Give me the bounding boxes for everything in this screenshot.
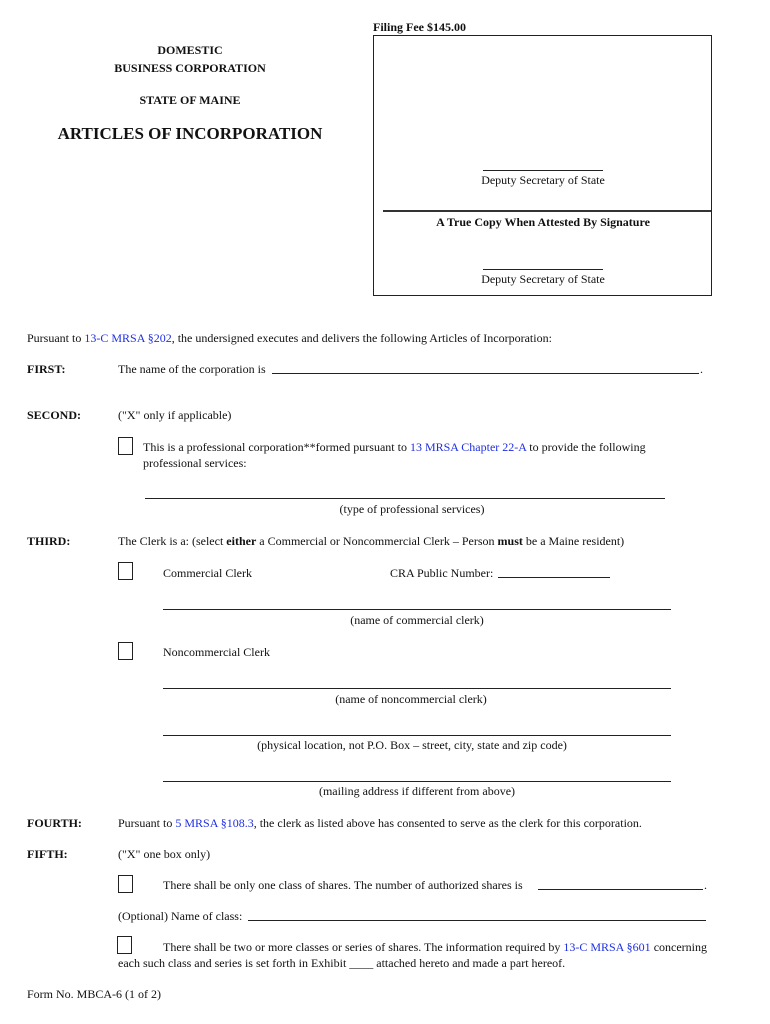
signature-line <box>483 170 603 171</box>
filing-fee: Filing Fee $145.00 <box>373 20 466 34</box>
second-label: SECOND: <box>27 408 82 422</box>
noncommercial-clerk-name-field[interactable] <box>163 688 671 689</box>
period: . <box>704 878 707 892</box>
first-text: The name of the corporation is <box>118 362 266 376</box>
noncommercial-clerk-checkbox[interactable] <box>118 642 133 660</box>
true-copy-label: A True Copy When Attested By Signature <box>436 215 650 229</box>
form-number: Form No. MBCA-6 (1 of 2) <box>27 987 161 1001</box>
fourth-text <box>118 815 642 831</box>
first-label: FIRST: <box>27 362 66 376</box>
professional-post: to provide the following <box>526 440 646 454</box>
fifth-note: ("X" one box only) <box>118 847 211 861</box>
office-use-box <box>373 35 712 296</box>
m2: concerning <box>650 940 707 954</box>
fifth-label: FIFTH: <box>27 847 68 861</box>
t2: either <box>226 534 257 548</box>
deputy-secretary-label: Deputy Secretary of State <box>481 272 605 286</box>
professional-pre: This is a professional corporation**formed pursuant to <box>143 440 410 454</box>
commercial-clerk-label: Commercial Clerk <box>163 566 252 580</box>
authorized-shares-field[interactable] <box>538 889 703 890</box>
t3: a Commercial or Noncommercial Clerk – Person <box>256 534 498 548</box>
multiple-classes-line2: each such class and series is set forth in Exhibit ____ attached hereto and made a part hereof. <box>118 956 566 970</box>
fourth-label: FOURTH: <box>27 816 82 830</box>
statute-link[interactable]: 5 MRSA §108.3 <box>175 816 254 830</box>
header-business-corporation: BUSINESS CORPORATION <box>114 61 266 75</box>
third-label: THIRD: <box>27 534 71 548</box>
one-class-text: There shall be only one class of shares. The number of authorized shares is <box>163 878 523 892</box>
physical-location-caption: (physical location, not P.O. Box – street, city, state and zip code) <box>257 738 567 752</box>
t4: must <box>497 534 523 548</box>
physical-location-field[interactable] <box>163 735 671 736</box>
multiple-classes-text <box>163 939 707 955</box>
m1: There shall be two or more classes or series of shares. The information required by <box>163 940 564 954</box>
intro-text <box>27 330 552 346</box>
commercial-clerk-caption: (name of commercial clerk) <box>350 613 484 627</box>
deputy-secretary-label: Deputy Secretary of State <box>481 173 605 187</box>
second-note: ("X" only if applicable) <box>118 408 232 422</box>
f1: Pursuant to <box>118 816 176 830</box>
intro-post: , the undersigned executes and delivers the following Articles of Incorporation: <box>171 331 552 345</box>
multiple-classes-checkbox[interactable] <box>117 936 132 954</box>
f2: , the clerk as listed above has consented to serve as the clerk for this corporation. <box>253 816 642 830</box>
commercial-clerk-checkbox[interactable] <box>118 562 133 580</box>
signature-line <box>483 269 603 270</box>
professional-text-line2: professional services: <box>143 456 247 470</box>
professional-services-caption: (type of professional services) <box>339 502 485 516</box>
period: . <box>700 362 703 376</box>
t1: The Clerk is a: (select <box>118 534 227 548</box>
one-class-checkbox[interactable] <box>118 875 133 893</box>
professional-services-field[interactable] <box>145 498 665 499</box>
professional-text <box>143 439 646 455</box>
class-name-field[interactable] <box>248 920 706 921</box>
commercial-clerk-name-field[interactable] <box>163 609 671 610</box>
optional-class-label: (Optional) Name of class: <box>118 909 243 923</box>
statute-link[interactable]: 13-C MRSA §202 <box>84 331 172 345</box>
t5: be a Maine resident) <box>522 534 625 548</box>
header-state: STATE OF MAINE <box>139 93 241 107</box>
third-text <box>118 533 624 549</box>
header-domestic: DOMESTIC <box>157 43 223 57</box>
noncommercial-clerk-caption: (name of noncommercial clerk) <box>335 692 487 706</box>
corporation-name-field[interactable] <box>272 373 699 374</box>
mailing-address-caption: (mailing address if different from above) <box>318 784 516 798</box>
professional-corporation-checkbox[interactable] <box>118 437 133 455</box>
chapter-link[interactable]: 13 MRSA Chapter 22-A <box>409 440 527 454</box>
intro-pre: Pursuant to <box>27 331 85 345</box>
mailing-address-field[interactable] <box>163 781 671 782</box>
cra-label: CRA Public Number: <box>390 566 494 580</box>
page-title: ARTICLES OF INCORPORATION <box>57 124 323 143</box>
divider <box>383 210 711 212</box>
noncommercial-clerk-label: Noncommercial Clerk <box>163 645 270 659</box>
statute-link[interactable]: 13-C MRSA §601 <box>563 940 651 954</box>
cra-number-field[interactable] <box>498 577 610 578</box>
